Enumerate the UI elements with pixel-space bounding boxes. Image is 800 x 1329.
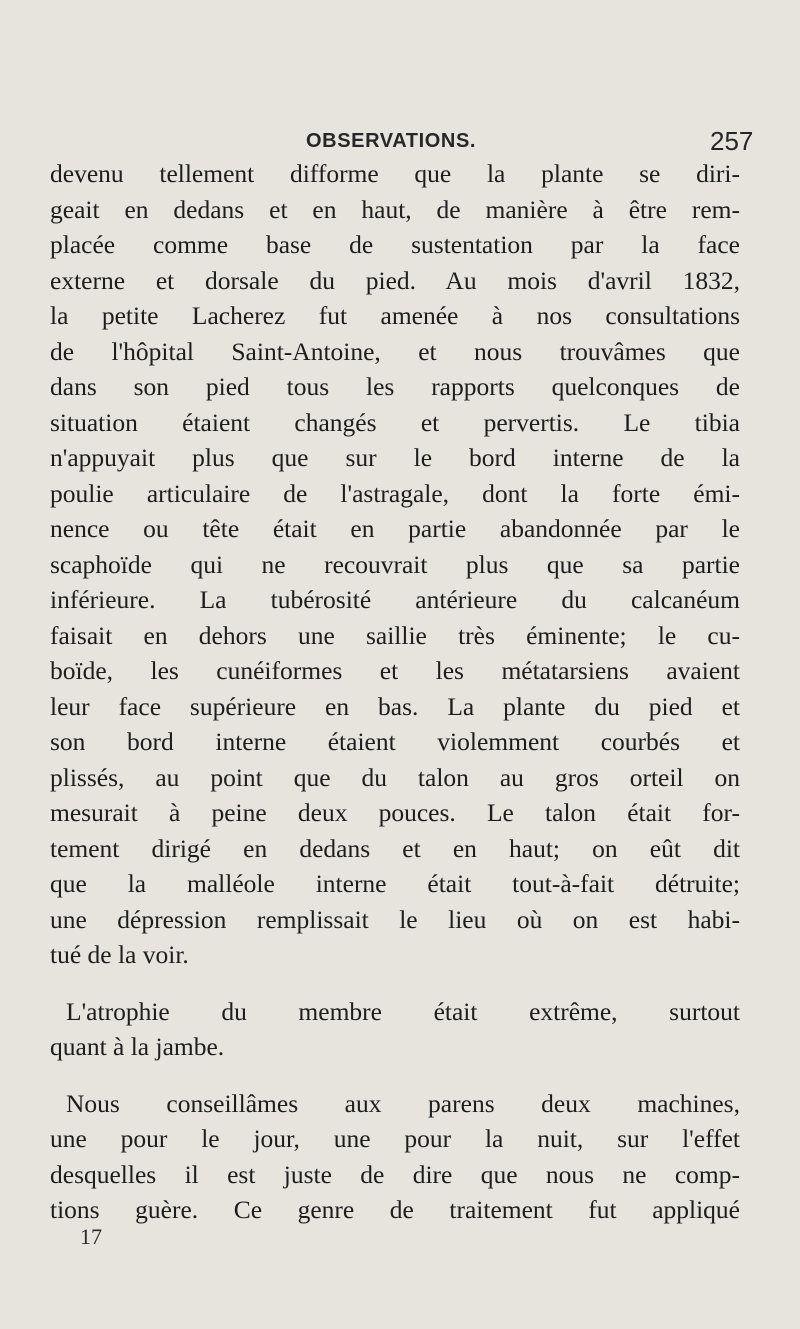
paragraph-gap [50, 1065, 740, 1086]
text-line: de l'hôpital Saint-Antoine, et nous trouvâmes que [50, 336, 740, 366]
text-line: mesurait à peine deux pouces. Le talon était for- [50, 798, 740, 827]
text-line: la petite Lacherez fut amenée à nos consultations [50, 301, 740, 330]
text-line: une dépression remplissait le lieu où on est habi- [50, 904, 740, 934]
paragraph [50, 156, 740, 973]
text-line: Nous conseillâmes aux parens deux machines, [66, 1088, 740, 1118]
text-line: faisait en dehors une saillie très éminente; le cu- [50, 620, 740, 650]
text-line: situation étaient changés et pervertis. Le tibia [50, 407, 740, 437]
text-line: placée comme base de sustentation par la face [50, 230, 740, 259]
text-line: n'appuyait plus que sur le bord interne de la [50, 443, 740, 472]
text-line: desquelles il est juste de dire que nous ne comp- [50, 1159, 740, 1189]
running-title: OBSERVATIONS. [306, 130, 477, 152]
text-line: scaphoïde qui ne recouvrait plus que sa partie [50, 549, 740, 579]
body-text [50, 156, 740, 1228]
text-line: L'atrophie du membre était extrême, surtout [66, 996, 740, 1026]
text-line: externe et dorsale du pied. Au mois d'avril 1832, [50, 265, 740, 295]
text-line: tions guère. Ce genre de traitement fut appliqué [50, 1195, 740, 1224]
text-line: boïde, les cunéiformes et les métatarsiens avaient [50, 656, 740, 685]
paragraph-gap [50, 973, 740, 994]
text-line: quant à la jambe. [50, 1032, 225, 1061]
text-line: inférieure. La tubérosité antérieure du calcanéum [50, 585, 740, 614]
text-line: plissés, au point que du talon au gros orteil on [50, 762, 740, 792]
text-line: nence ou tête était en partie abandonnée par le [50, 514, 740, 543]
text-line: poulie articulaire de l'astragale, dont la forte émi- [50, 478, 740, 508]
paragraph [50, 994, 740, 1065]
text-line: geait en dedans et en haut, de manière à être rem- [50, 194, 740, 224]
running-header [0, 122, 800, 158]
paragraph [50, 1086, 740, 1228]
text-line: devenu tellement difforme que la plante se diri- [50, 159, 740, 188]
signature-mark: 17 [80, 1224, 102, 1249]
text-line: son bord interne étaient violemment courbés et [50, 727, 740, 756]
text-line: une pour le jour, une pour la nuit, sur l'effet [50, 1124, 740, 1153]
text-line: tement dirigé en dedans et en haut; on eût dit [50, 833, 740, 863]
text-line: leur face supérieure en bas. La plante du pied et [50, 691, 740, 721]
text-line: que la malléole interne était tout-à-fait détruite; [50, 869, 740, 898]
text-line: dans son pied tous les rapports quelconques de [50, 372, 740, 401]
page-number: 257 [710, 126, 754, 156]
text-line: tué de la voir. [50, 940, 189, 969]
